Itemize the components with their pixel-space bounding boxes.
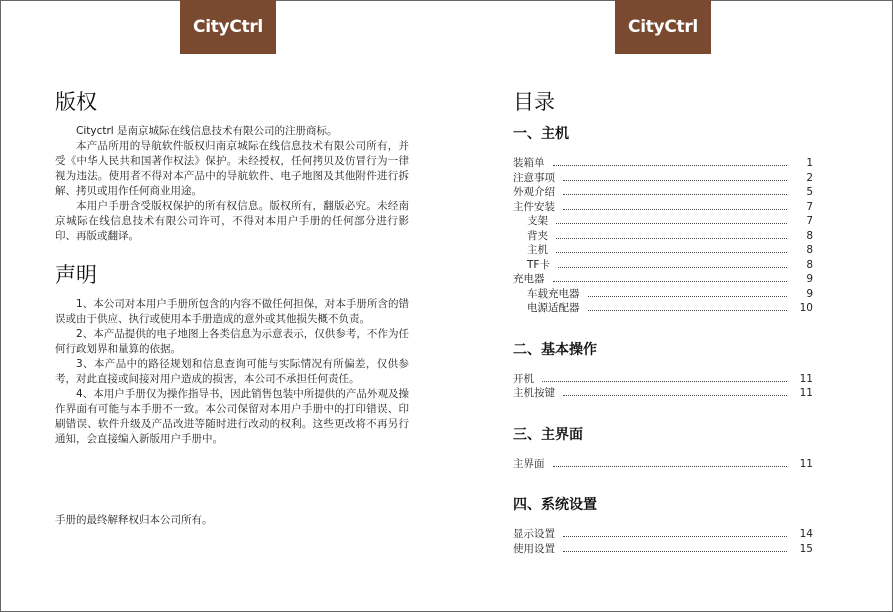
toc-entry[interactable] [513,301,813,316]
section-gap [513,316,813,340]
toc-entry-label: 显示设置 [513,528,555,540]
toc-entry-label: 主件安装 [513,200,555,213]
toc-page-number: 8 [806,258,813,271]
declaration-paragraph: 2、本产品提供的电子地图上各类信息为示意表示，仅供参考，不作为任何行政划界和量算的依据。 [55,328,409,355]
toc-page-number: 7 [806,215,813,227]
toc-leader-dots [556,223,787,224]
toc-page-number: 15 [799,542,813,555]
toc-entry[interactable] [513,229,813,244]
toc-section-heading: 一、主机 [513,126,569,142]
toc-entry-list [513,156,813,316]
toc-entry[interactable] [513,386,813,401]
toc-leader-dots [556,238,787,239]
toc-page-number: 11 [799,387,813,399]
toc-page-number: 5 [806,186,813,198]
toc-leader-dots [556,252,787,253]
toc-entry-label: 充电器 [513,273,545,285]
toc-entry-label: 背夹 [527,229,548,242]
declaration-title: 声明 [55,263,97,287]
section-gap [513,471,813,495]
toc-entry-label: 注意事项 [513,171,555,184]
toc-entry-list [513,527,813,556]
toc-entry[interactable] [513,457,813,472]
toc-section-heading: 二、基本操作 [513,341,597,358]
toc-page-number: 8 [806,229,813,242]
toc-entry[interactable] [513,156,813,171]
toc-entry[interactable] [513,214,813,229]
toc-page-number: 11 [799,372,813,385]
toc-entry-label: 外观介绍 [513,186,555,198]
toc-section-heading: 四、系统设置 [513,497,597,513]
toc-entry-label: 车载充电器 [527,287,580,300]
copyright-paragraph: 本用户手册含受版权保护的所有权信息。版权所有，翻版必究。未经南京城际在线信息技术有限公司许可，不得对本用户手册的任何部分进行影印、再版或翻译。 [55,200,409,242]
toc-leader-dots [553,281,788,282]
toc-entry-label: 主界面 [513,457,545,470]
toc-leader-dots [563,395,787,396]
toc-entry-list [513,372,813,401]
toc-page-number: 10 [799,302,813,314]
toc-entry[interactable] [513,527,813,542]
copyright-paragraph: Cityctrl 是南京城际在线信息技术有限公司的注册商标。 [76,125,338,137]
toc-entry[interactable] [513,200,813,215]
copyright-paragraph: 本产品所用的导航软件版权归南京城际在线信息技术有限公司所有，并受《中华人民共和国著作权法》保护。未经授权，任何拷贝及仿冒行为一律视为违法。使用者不得对本产品中的导航软件、电子地图及其他附件进行拆解、拷贝或用作任何商业用途。 [55,140,409,197]
toc-entry-label: 使用设置 [513,542,555,555]
toc-section-heading: 三、主界面 [513,426,583,443]
toc-entry-label: 支架 [527,215,548,227]
toc-entry-list [513,457,813,472]
citycrtl-logo-left: CityCtrl [180,0,276,54]
toc-page-number: 7 [806,200,813,213]
toc-page-number: 2 [806,171,813,184]
toc-leader-dots [558,267,787,268]
citycrtl-logo-right: CityCtrl [615,0,711,54]
toc-entry-label: 装箱单 [513,157,545,169]
toc-leader-dots [588,310,788,311]
right-page-toc [513,88,813,556]
toc-entry-label: 主机 [527,244,548,256]
toc-leader-dots [563,536,787,537]
toc-leader-dots [588,296,788,297]
declaration-paragraph: 1、本公司对本用户手册所包含的内容不做任何担保，对本手册所含的错误或由于供应、执行或使用本手册造成的意外或其他损失概不负责。 [55,298,409,325]
toc-entry-label: TF卡 [527,258,550,271]
copyright-title: 版权 [55,90,97,114]
declaration-paragraph: 3、本产品中的路径规划和信息查询可能与实际情况有所偏差，仅供参考，对此直接或间接对用户造成的损害，本公司不承担任何责任。 [55,358,409,385]
toc-title: 目录 [513,90,555,114]
toc-entry[interactable] [513,243,813,258]
toc-entry-label: 开机 [513,372,534,385]
toc-leader-dots [553,466,788,467]
toc-page-number: 1 [806,157,813,169]
final-interpretation-note: 手册的最终解释权归本公司所有。 [55,514,213,526]
toc-entry[interactable] [513,185,813,200]
declaration-paragraph: 4、本用户手册仅为操作指导书，因此销售包装中所提供的产品外观及操作界面有可能与本手册不一致。本公司保留对本用户手册中的打印错误、印刷错误、软件升级及产品改进等随时进行改动的权利。这些更改将不再另行通知，会直接编入新版用户手册中。 [55,388,409,445]
toc-leader-dots [553,165,788,166]
left-page [55,88,409,447]
toc-leader-dots [563,551,787,552]
toc-entry-label: 电源适配器 [527,302,580,314]
toc-leader-dots [542,381,787,382]
toc-page-number: 11 [799,457,813,470]
toc-entry[interactable] [513,171,813,186]
toc-page-number: 9 [806,273,813,285]
toc-page-number: 14 [799,528,813,540]
toc-leader-dots [563,194,787,195]
toc-entry[interactable] [513,272,813,287]
toc-entry[interactable] [513,372,813,387]
toc-page-number: 8 [806,244,813,256]
toc-leader-dots [563,180,787,181]
toc-page-number: 9 [806,287,813,300]
section-gap [513,401,813,425]
toc-leader-dots [563,209,787,210]
toc-body [513,124,813,556]
toc-entry[interactable] [513,258,813,273]
toc-entry[interactable] [513,287,813,302]
toc-entry[interactable] [513,542,813,557]
toc-entry-label: 主机按键 [513,387,555,399]
